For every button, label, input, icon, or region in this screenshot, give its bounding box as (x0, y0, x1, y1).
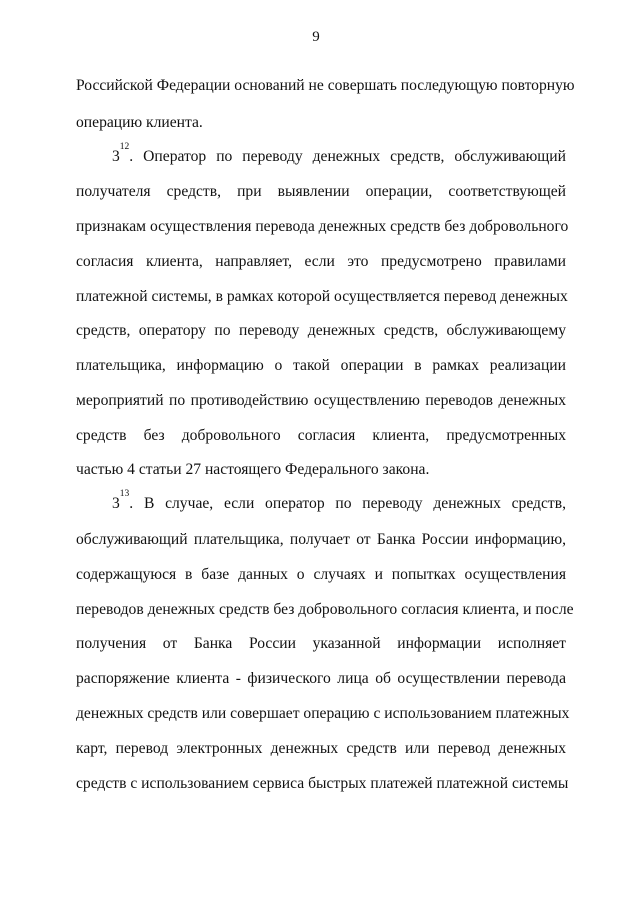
text-line: плательщика, информацию о такой операции в рамках реализации (76, 357, 566, 374)
text-line: обслуживающий плательщика, получает от Банка России информацию, (76, 531, 566, 548)
text-line: операцию клиента. (76, 114, 203, 131)
text-line: денежных средств или совершает операцию с использованием платежных (76, 705, 570, 722)
text-line: средств с использованием сервиса быстрых платежей платежной системы (76, 775, 569, 792)
text-line: карт, перевод электронных денежных средств или перевод денежных (76, 740, 566, 757)
text-line: получения от Банка России указанной информации исполняет (76, 635, 566, 652)
paragraph-number: 3 (112, 148, 120, 165)
text-line: согласия клиента, направляет, если это предусмотрено правилами (76, 253, 566, 270)
text-line: содержащуюся в базе данных о случаях и попытках осуществления (76, 566, 566, 583)
text-line: средств, оператору по переводу денежных средств, обслуживающему (76, 322, 566, 339)
page-number: 9 (312, 29, 320, 45)
text-line: мероприятий по противодействию осуществлению переводов денежных (76, 392, 566, 409)
text-line: средств без добровольного согласия клиента, предусмотренных (76, 427, 566, 444)
text-line: переводов денежных средств без добровольного согласия клиента, и после (76, 601, 574, 618)
text-span: . В случае, если оператор по переводу денежных средств, (129, 495, 566, 512)
text-line: платежной системы, в рамках которой осуществляется перевод денежных (76, 288, 568, 305)
paragraph-3-12-first-line (112, 142, 566, 167)
text-line: распоряжение клиента - физического лица об осуществлении перевода (76, 670, 566, 687)
text-line: частью 4 статьи 27 настоящего Федерального закона. (76, 461, 430, 478)
text-line: получателя средств, при выявлении операции, соответствующей (76, 183, 566, 200)
paragraph-superscript: 12 (119, 142, 130, 152)
paragraph-superscript: 13 (119, 489, 130, 499)
text-line: признакам осуществления перевода денежных средств без добровольного (76, 218, 569, 235)
paragraph-number: 3 (112, 495, 120, 512)
text-line: Российской Федерации оснований не совершать последующую повторную (76, 77, 575, 94)
paragraph-3-13-first-line (112, 489, 566, 514)
text-span: . Оператор по переводу денежных средств, обслуживающий (129, 148, 566, 165)
